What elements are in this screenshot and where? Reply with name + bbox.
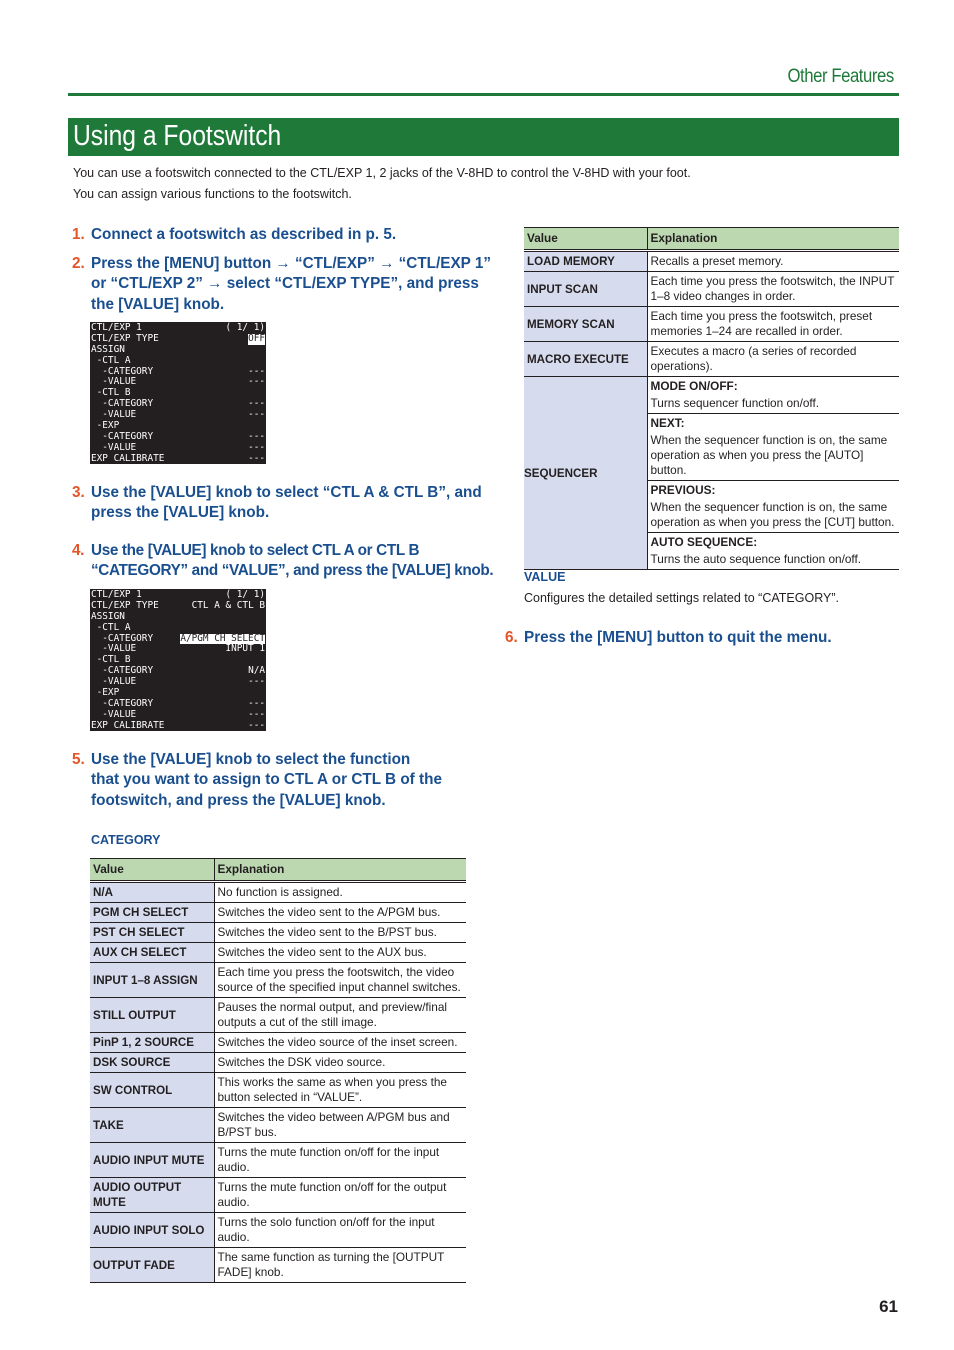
lcd-value: ---: [248, 441, 265, 453]
lcd-label: -CTL A: [91, 354, 131, 366]
explanation-cell: Each time you press the footswitch, the video source of the specified input channel switches.: [214, 963, 466, 998]
lcd-label: -CATEGORY: [91, 697, 154, 709]
sequencer-item-text: Turns the auto sequence function on/off.: [650, 552, 862, 566]
step-number: 4.: [72, 542, 85, 559]
lcd-value: INPUT 1: [225, 643, 265, 655]
lcd-value: ---: [248, 409, 265, 421]
sequencer-item-text: Turns sequencer function on/off.: [650, 396, 820, 410]
table-row: [90, 1178, 466, 1213]
step-2: [72, 254, 492, 315]
lcd-label: -EXP: [91, 687, 120, 699]
lcd-row: [91, 454, 265, 465]
step-4: [72, 541, 494, 582]
lcd-value: N/A: [248, 665, 265, 677]
step-text: Use the [VALUE] knob to select the function: [91, 751, 411, 768]
explanation-cell: Turns the mute function on/off for the input audio.: [214, 1143, 466, 1178]
step-6: [505, 628, 832, 648]
col-header-value: Value: [90, 859, 214, 881]
col-header-value: Value: [524, 228, 647, 250]
step-text: or “CTL/EXP 2” → select “CTL/EXP TYPE”, and press: [91, 275, 479, 293]
explanation-cell: Switches the video sent to the A/PGM bus.: [214, 903, 466, 923]
step-number: 6.: [505, 629, 518, 646]
value-cell: STILL OUTPUT: [90, 998, 214, 1033]
lcd-value: ---: [248, 676, 265, 688]
value-cell: AUDIO INPUT MUTE: [90, 1143, 214, 1178]
lcd-label: -CTL B: [91, 654, 131, 666]
table-row: [90, 883, 466, 903]
lcd-label: -CATEGORY: [91, 632, 154, 644]
table-row: [90, 923, 466, 943]
value-cell: DSK SOURCE: [90, 1053, 214, 1073]
title-bar: [68, 118, 899, 156]
explanation-cell: The same function as turning the [OUTPUT FADE] knob.: [214, 1248, 466, 1283]
table-row: [90, 943, 466, 963]
value-cell: AUDIO OUTPUT MUTE: [90, 1178, 214, 1213]
value-cell: PST CH SELECT: [90, 923, 214, 943]
lcd-label: -VALUE: [91, 409, 137, 421]
explanation-cell: Each time you press the footswitch, preset memories 1–24 are recalled in order.: [647, 307, 899, 342]
step-number: 1.: [72, 226, 85, 243]
explanation-cell: Switches the DSK video source.: [214, 1053, 466, 1073]
table-header-row: [524, 228, 899, 250]
step-text: Connect a footswitch as described in p. 5.: [91, 226, 397, 243]
lcd-label: CTL/EXP TYPE: [91, 599, 159, 611]
table-row: [90, 1053, 466, 1073]
sequencer-item: [648, 377, 900, 414]
lcd-label: -CATEGORY: [91, 665, 154, 677]
value-cell: MEMORY SCAN: [524, 307, 647, 342]
value-cell: INPUT 1–8 ASSIGN: [90, 963, 214, 998]
explanation-cell: No function is assigned.: [214, 883, 466, 903]
step-text: “CATEGORY” and “VALUE”, and press the [VALUE] knob.: [91, 562, 494, 580]
sequencer-item-title: NEXT:: [650, 416, 685, 430]
step-text: the [VALUE] knob.: [91, 295, 225, 313]
step-text: Use the [VALUE] knob to select “CTL A & CTL B”, and: [91, 484, 482, 501]
table-row: [90, 1073, 466, 1108]
lcd-label: CTL/EXP 1: [91, 589, 142, 600]
explanation-cell: Turns the mute function on/off for the output audio.: [214, 1178, 466, 1213]
sequencer-item: [648, 533, 900, 569]
lcd-row: [91, 721, 265, 732]
lcd-label: EXP CALIBRATE: [91, 719, 165, 731]
value-cell: PinP 1, 2 SOURCE: [90, 1033, 214, 1053]
value-cell: MACRO EXECUTE: [524, 342, 647, 377]
explanation-cell: Switches the video sent to the B/PST bus.: [214, 923, 466, 943]
intro-line-1: You can use a footswitch connected to the CTL/EXP 1, 2 jacks of the V-8HD to control the V-8HD with your foot.: [73, 166, 691, 180]
sequencer-item-text: When the sequencer function is on, the same operation as when you press the [CUT] button.: [650, 500, 895, 529]
category-heading: CATEGORY: [91, 833, 161, 847]
step-text: Press the [MENU] button → “CTL/EXP” → “CTL/EXP 1”: [91, 255, 492, 272]
lcd-value: ---: [248, 708, 265, 720]
lcd-label: -VALUE: [91, 708, 137, 720]
lcd-label: CTL/EXP TYPE: [91, 332, 159, 344]
sequencer-details: [647, 377, 899, 570]
lcd-value: ( 1/ 1): [225, 589, 265, 600]
lcd-label: -VALUE: [91, 643, 137, 655]
table-row: [90, 1033, 466, 1053]
header-rule: [68, 93, 899, 96]
lcd-label: -CATEGORY: [91, 430, 154, 442]
explanation-cell: Switches the video source of the inset screen.: [214, 1033, 466, 1053]
table-row: [524, 252, 899, 272]
value-cell: TAKE: [90, 1108, 214, 1143]
value-cell: N/A: [90, 883, 214, 903]
lcd-label: ASSIGN: [91, 610, 125, 622]
lcd-label: ASSIGN: [91, 343, 125, 355]
sequencer-item-title: MODE ON/OFF:: [650, 379, 738, 393]
lcd-label: -EXP: [91, 420, 120, 432]
explanation-cell: This works the same as when you press the button selected in “VALUE”.: [214, 1073, 466, 1108]
lcd-value: A/PGM CH SELECT: [180, 632, 265, 644]
value-cell: SEQUENCER: [524, 377, 647, 570]
table-row: [90, 1108, 466, 1143]
table-row: [524, 307, 899, 342]
step-1: [72, 225, 397, 245]
col-header-explanation: Explanation: [214, 859, 466, 881]
value-description: Configures the detailed settings related to “CATEGORY”.: [524, 591, 839, 605]
step-number: 3.: [72, 484, 85, 501]
lcd-value: ---: [248, 365, 265, 377]
step-number: 2.: [72, 255, 85, 272]
value-cell: SW CONTROL: [90, 1073, 214, 1108]
value-table: [524, 227, 899, 570]
lcd-value: ---: [248, 430, 265, 442]
table-row: [90, 1213, 466, 1248]
step-number: 5.: [72, 751, 85, 768]
step-text: press the [VALUE] knob.: [91, 504, 270, 522]
lcd-value: ---: [248, 398, 265, 410]
lcd-label: -VALUE: [91, 376, 137, 388]
sequencer-item-title: PREVIOUS:: [650, 483, 716, 497]
lcd-label: -CATEGORY: [91, 365, 154, 377]
step-5: [72, 750, 442, 811]
intro-line-2: You can assign various functions to the footswitch.: [73, 187, 352, 201]
table-row: [90, 1143, 466, 1178]
table-row: [90, 963, 466, 998]
explanation-cell: Recalls a preset memory.: [647, 252, 899, 272]
lcd-label: EXP CALIBRATE: [91, 452, 165, 464]
lcd-value: ---: [248, 697, 265, 709]
lcd-label: -CATEGORY: [91, 398, 154, 410]
sequencer-item: [648, 481, 900, 533]
step-text: Use the [VALUE] knob to select CTL A or CTL B: [91, 542, 420, 559]
lcd-label: -CTL B: [91, 387, 131, 399]
lcd-value: CTL A & CTL B: [191, 599, 265, 611]
value-cell: AUDIO INPUT SOLO: [90, 1213, 214, 1248]
lcd-screen-assign: [90, 589, 266, 731]
explanation-cell: Turns the solo function on/off for the input audio.: [214, 1213, 466, 1248]
value-heading: VALUE: [524, 570, 566, 584]
value-cell: INPUT SCAN: [524, 272, 647, 307]
table-row: [90, 1248, 466, 1283]
step-text: Press the [MENU] button to quit the menu.: [524, 629, 832, 646]
sequencer-row: [524, 377, 899, 570]
col-header-explanation: Explanation: [647, 228, 899, 250]
value-cell: OUTPUT FADE: [90, 1248, 214, 1283]
step-3: [72, 483, 482, 524]
lcd-label: -VALUE: [91, 676, 137, 688]
step-text: footswitch, and press the [VALUE] knob.: [91, 791, 386, 809]
lcd-value: OFF: [248, 332, 265, 344]
category-table: [90, 858, 466, 1283]
lcd-value: ---: [248, 452, 265, 464]
step-text: that you want to assign to CTL A or CTL B of the: [91, 771, 442, 789]
lcd-label: CTL/EXP 1: [91, 322, 142, 333]
sequencer-item-text: When the sequencer function is on, the same operation as when you press the [AUTO] button.: [650, 433, 888, 477]
sequencer-item-title: AUTO SEQUENCE:: [650, 535, 758, 549]
sequencer-item: [648, 414, 900, 481]
section-title: Other Features: [787, 66, 894, 87]
value-cell: LOAD MEMORY: [524, 252, 647, 272]
lcd-value: ( 1/ 1): [225, 322, 265, 333]
table-row: [524, 272, 899, 307]
page-title: Using a Footswitch: [73, 120, 282, 152]
explanation-cell: Each time you press the footswitch, the INPUT 1–8 video changes in order.: [647, 272, 899, 307]
value-cell: PGM CH SELECT: [90, 903, 214, 923]
table-row: [524, 342, 899, 377]
lcd-screen-type: [90, 322, 266, 464]
table-row: [90, 998, 466, 1033]
lcd-label: -CTL A: [91, 621, 131, 633]
lcd-value: ---: [248, 376, 265, 388]
explanation-cell: Switches the video sent to the AUX bus.: [214, 943, 466, 963]
explanation-cell: Pauses the normal output, and preview/final outputs a cut of the still image.: [214, 998, 466, 1033]
explanation-cell: Switches the video between A/PGM bus and B/PST bus.: [214, 1108, 466, 1143]
lcd-label: -VALUE: [91, 441, 137, 453]
table-header-row: [90, 859, 466, 881]
explanation-cell: Executes a macro (a series of recorded operations).: [647, 342, 899, 377]
page-number: 61: [879, 1297, 898, 1316]
lcd-value: ---: [248, 719, 265, 731]
value-cell: AUX CH SELECT: [90, 943, 214, 963]
table-row: [90, 903, 466, 923]
